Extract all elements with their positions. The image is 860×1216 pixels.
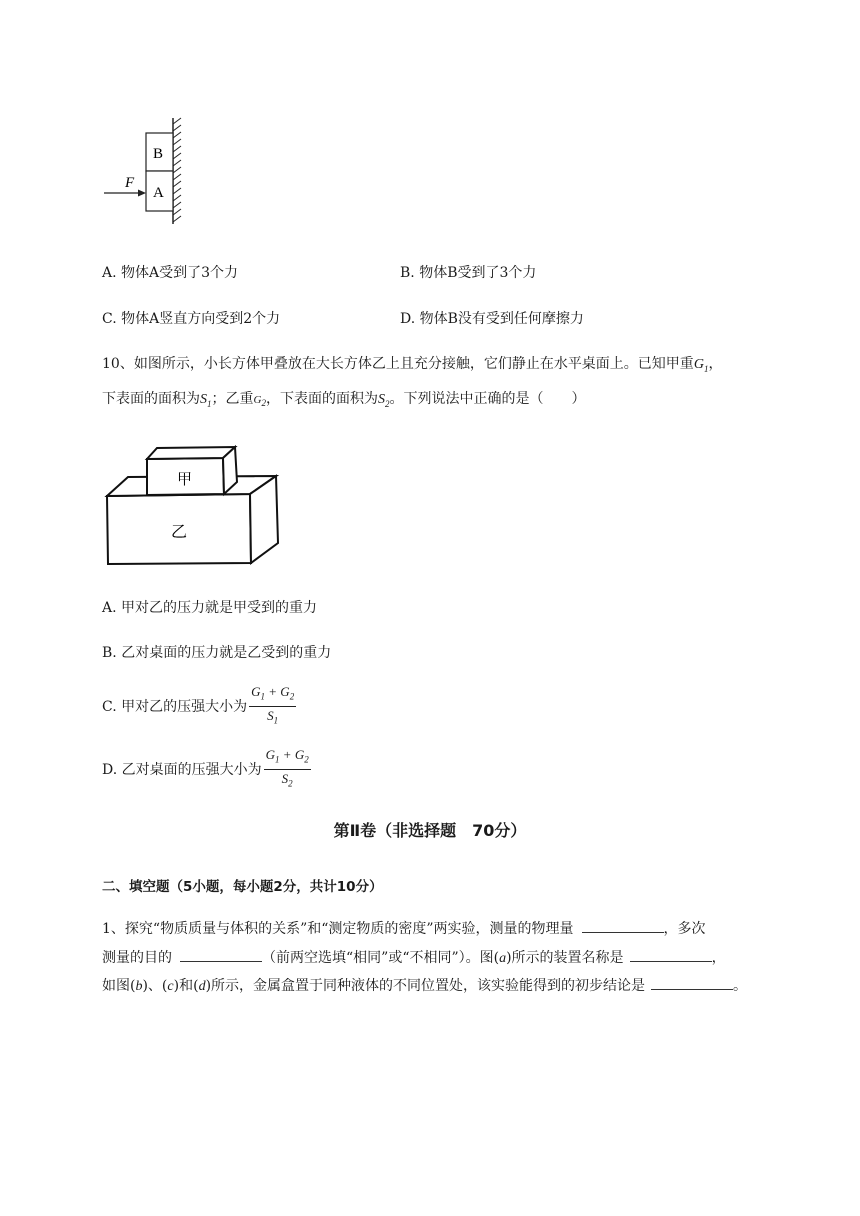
symbol-g1: $G_1$	[693, 357, 709, 374]
q10-option-d[interactable]: D. 乙对桌面的压强大小为 $\frac{G_1 + G_2}{S_2}$	[102, 746, 311, 792]
fraction-g1-g2-over-s2: $\frac{G_1 + G_2}{S_2}$	[265, 747, 309, 789]
answer-blank-4[interactable]	[651, 977, 733, 990]
q10-option-c[interactable]: C. 甲对乙的压强大小为 $\frac{G_1 + G_2}{S_1}$	[102, 683, 296, 729]
force-arrow-head	[138, 190, 146, 197]
symbol-s1: $S_1$	[200, 392, 212, 409]
fill-in-section-heading: 二、填空题（5小题，每小题2分，共计10分）	[102, 879, 383, 895]
box-jia-top	[147, 447, 235, 459]
box-yi-label: 乙	[171, 522, 188, 541]
part-two-title: 第Ⅱ卷（非选择题 70分）	[333, 821, 527, 840]
fraction-g1-g2-over-s1: $\frac{G_1 + G_2}{S_1}$	[251, 684, 295, 726]
answer-blank-1[interactable]	[582, 920, 664, 933]
q9-option-d[interactable]: D. 物体B没有受到任何摩擦力	[400, 311, 584, 327]
fill-q1-line2: 测量的目的 （前两空选填“相同”或“不相同”）。图(a)所示的装置名称是 ，	[102, 950, 726, 966]
blocks-against-wall-figure	[100, 114, 190, 229]
fill-q1-line1: 1、探究“物质质量与体积的关系”和“测定物质的密度”两实验，测量的物理量 ，多次	[102, 921, 706, 937]
q10-stem-line1: 10、如图所示，小长方体甲叠放在大长方体乙上且充分接触，它们静止在水平桌面上。已知甲重$G_1$，	[102, 356, 723, 374]
force-label: F	[125, 175, 135, 191]
q9-option-a[interactable]: A. 物体A受到了3个力	[102, 265, 239, 281]
symbol-g2: $G_2$	[253, 394, 266, 409]
q10-option-a[interactable]: A. 甲对乙的压力就是甲受到的重力	[102, 600, 318, 616]
answer-blank-2[interactable]	[180, 949, 262, 962]
answer-blank-3[interactable]	[630, 949, 712, 962]
block-a-label: A	[153, 185, 164, 201]
fill-q1-line3: 如图(b)、(c)和(d)所示，金属盒置于同种液体的不同位置处，该实验能得到的初步结论是 。	[102, 978, 748, 994]
q10-stem-text: 10、如图所示，小长方体甲叠放在大长方体乙上且充分接触，它们静止在水平桌面上。已知甲重	[102, 356, 694, 372]
box-jia-label: 甲	[177, 470, 193, 488]
block-b-label: B	[153, 146, 164, 162]
symbol-s2: $S_2$	[377, 392, 390, 409]
stacked-boxes-figure	[100, 442, 285, 567]
wall-hatching	[173, 118, 181, 222]
q9-option-c[interactable]: C. 物体A竖直方向受到2个力	[102, 311, 281, 327]
q10-option-b[interactable]: B. 乙对桌面的压力就是乙受到的重力	[102, 645, 332, 661]
q9-option-b[interactable]: B. 物体B受到了3个力	[400, 265, 537, 281]
q10-stem-line2: 下表面的面积为$S_1$；乙重$G_2$，下表面的面积为$S_2$。下列说法中正确的是（ ）	[102, 391, 586, 409]
